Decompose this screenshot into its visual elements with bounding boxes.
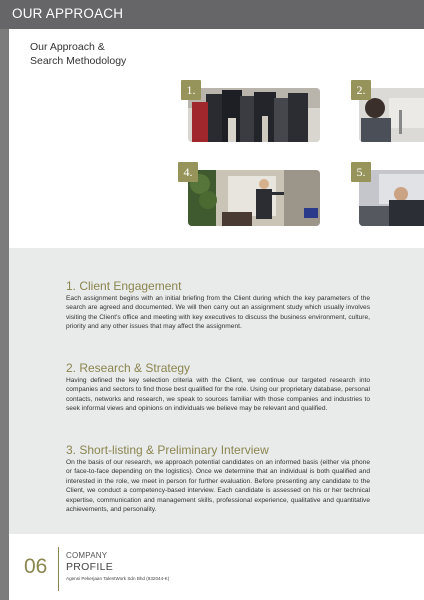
footer-divider [58, 547, 59, 591]
section-short-listing [66, 443, 370, 514]
photo-label-4: 4. [178, 162, 198, 182]
intro-line-2: Search Methodology [30, 55, 127, 67]
photo-label-1: 1. [181, 80, 201, 100]
footer-label-profile: PROFILE [66, 561, 114, 573]
photo-business-team [188, 88, 320, 142]
photo-presenter [188, 170, 320, 226]
page-title: OUR APPROACH [12, 6, 124, 21]
left-edge-bar [0, 0, 9, 600]
photo-label-2: 2. [351, 80, 371, 100]
section-heading: 1. Client Engagement [66, 279, 182, 293]
section-client-engagement [66, 279, 370, 332]
section-research-strategy [66, 361, 370, 414]
page-number: 06 [24, 555, 48, 578]
section-heading: 2. Research & Strategy [66, 361, 191, 375]
section-body: Each assignment begins with an initial briefing from the Client during which the key parameters of the search are agreed and documented. We will then carry out an assignment study which usually involves visiting the Client's office and meeting with key executives to discuss the business environment, culture, priority and any other issues that may affect the assignment. [66, 295, 370, 331]
footer-agency-note: Agensi Pekerjaan TalentWork Sdn Bhd (932044-K) [66, 576, 170, 581]
section-body: On the basis of our research, we approach potential candidates on an informed basis (either via phone or face-to-face depending on the logistics). Once we determine that an individual is both qualified and interested in the role, we meet in person for further evaluation. Before presenting any candidate to the Client, we conduct a competency-based interview. Each candidate is assessed on his or her technical expertise, communication and management skills, professional experience, qualitative and quantitative achievements, and personality. [66, 459, 370, 514]
section-heading: 3. Short-listing & Preliminary Interview [66, 443, 269, 457]
photo-label-5: 5. [351, 162, 371, 182]
intro-heading [30, 40, 180, 68]
footer-label-company: COMPANY [66, 551, 108, 560]
intro-line-1: Our Approach & [30, 41, 105, 53]
header-bar [0, 0, 424, 29]
section-body: Having defined the key selection criteria with the Client, we continue our targeted research into companies and sectors to find those best qualified for the role. Using our proprietary database, personal contacts, networks and research, we speak to sources familiar with those companies and industries to seek informal views and opinions on individuals we believe may be relevant and qualified. [66, 377, 370, 413]
